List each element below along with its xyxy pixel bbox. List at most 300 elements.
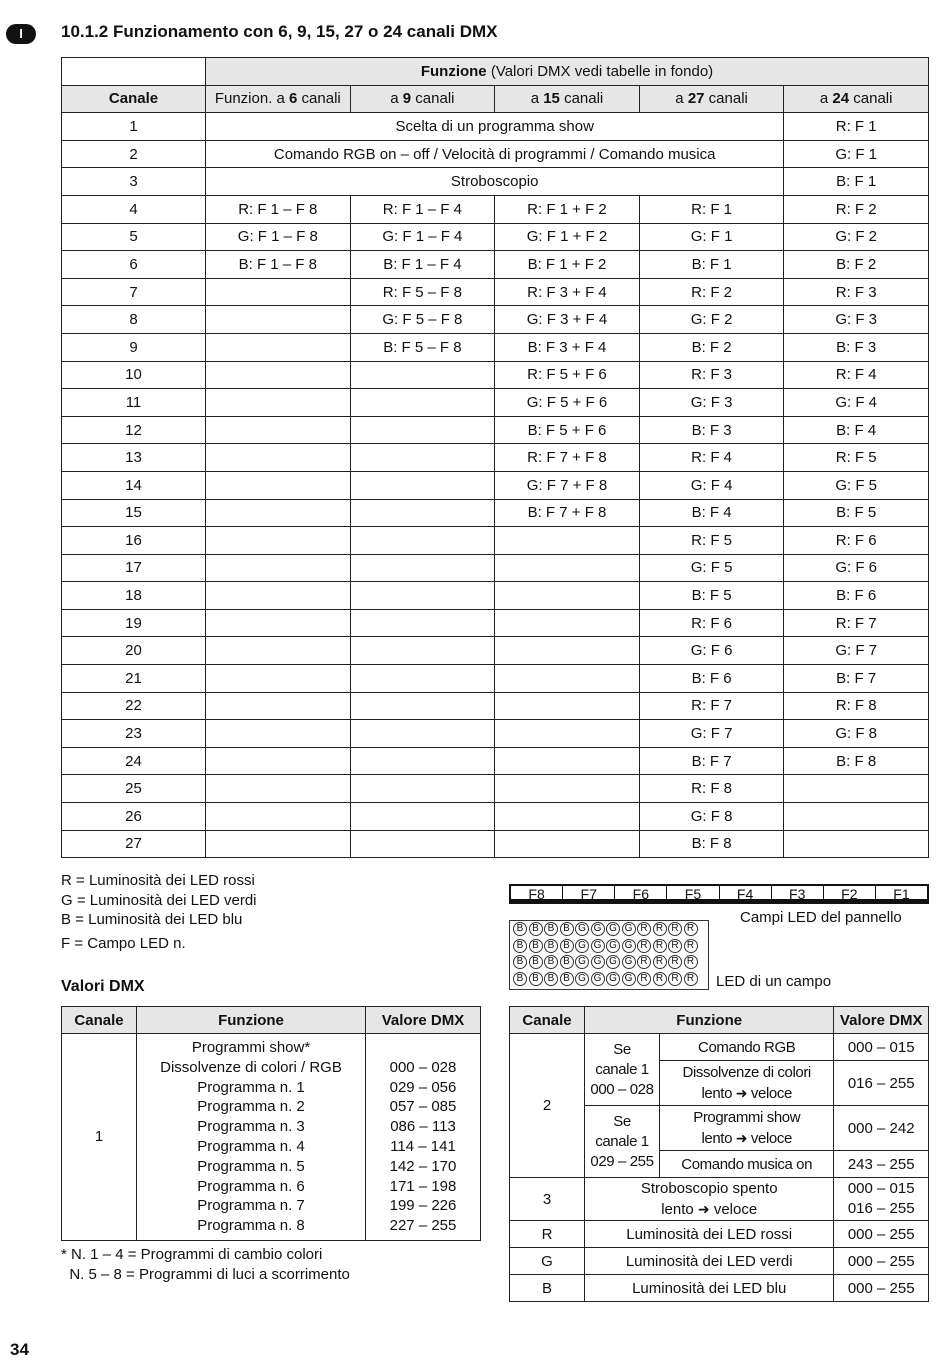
led-circle: R bbox=[684, 939, 698, 953]
channel-cell: 11 bbox=[62, 389, 206, 417]
function-item: Programma n. 6 bbox=[197, 1177, 305, 1195]
header-blank bbox=[62, 58, 206, 86]
value-item: 199 – 226 bbox=[389, 1197, 457, 1215]
channel-cell: 4 bbox=[62, 195, 206, 223]
channel-cell: G bbox=[510, 1248, 585, 1275]
field-label: F1 bbox=[893, 886, 910, 902]
table-row bbox=[62, 692, 929, 720]
channel-cell: 16 bbox=[62, 527, 206, 555]
function-cell bbox=[206, 609, 351, 637]
led-circle: B bbox=[513, 955, 527, 969]
value-cell: 016 – 255 bbox=[834, 1061, 929, 1106]
function-cell bbox=[784, 775, 929, 803]
function-cell: G: F 3 bbox=[639, 389, 784, 417]
function-cell: G: F 1 + F 2 bbox=[495, 223, 640, 251]
function-cell: B: F 6 bbox=[639, 665, 784, 693]
table-row bbox=[62, 306, 929, 334]
function-cell: B: F 5 + F 6 bbox=[495, 416, 640, 444]
channel-cell: 24 bbox=[62, 747, 206, 775]
table-row bbox=[62, 333, 929, 361]
function-cell: G: F 1 – F 4 bbox=[350, 223, 495, 251]
function-cell: Comando musica on bbox=[660, 1151, 834, 1178]
led-circle: G bbox=[575, 955, 589, 969]
function-item: Programma n. 8 bbox=[197, 1217, 305, 1235]
function-cell: R: F 8 bbox=[639, 775, 784, 803]
channel-cell: 3 bbox=[62, 168, 206, 196]
arrow-right-icon: ➜ bbox=[697, 1200, 710, 1217]
table-row bbox=[62, 1034, 481, 1241]
function-cell bbox=[350, 830, 495, 858]
table-row bbox=[62, 168, 929, 196]
value-cell: 000 – 255 bbox=[834, 1275, 929, 1302]
channel-cell: 2 bbox=[62, 140, 206, 168]
led-circle: G bbox=[575, 972, 589, 986]
function-cell: Stroboscopio spento lento ➜ veloce bbox=[585, 1178, 834, 1221]
legend-item: G = Luminosità dei LED verdi bbox=[61, 891, 257, 909]
table-row bbox=[62, 775, 929, 803]
led-circle: G bbox=[591, 972, 605, 986]
function-cell: B: F 8 bbox=[784, 747, 929, 775]
led-circle: R bbox=[684, 955, 698, 969]
channel-cell: 1 bbox=[62, 1034, 137, 1241]
function-cell bbox=[495, 554, 640, 582]
led-circle: G bbox=[606, 955, 620, 969]
function-cell bbox=[206, 665, 351, 693]
led-circle: B bbox=[529, 955, 543, 969]
funzione-header: Funzione bbox=[137, 1007, 366, 1034]
table-header-row bbox=[510, 1007, 929, 1034]
function-cell: G: F 7 bbox=[639, 720, 784, 748]
valore-header: Valore DMX bbox=[834, 1007, 929, 1034]
led-circle: B bbox=[513, 922, 527, 936]
function-cell bbox=[495, 775, 640, 803]
channel-cell: 9 bbox=[62, 333, 206, 361]
function-cell bbox=[350, 416, 495, 444]
function-cell: Luminosità dei LED rossi bbox=[585, 1221, 834, 1248]
function-cell: R: F 2 bbox=[784, 195, 929, 223]
function-cell bbox=[206, 775, 351, 803]
channel-cell: 3 bbox=[510, 1178, 585, 1221]
value-cell: 000 – 255 bbox=[834, 1221, 929, 1248]
function-cell bbox=[784, 830, 929, 858]
function-cell bbox=[206, 416, 351, 444]
led-circle: R bbox=[668, 939, 682, 953]
function-cell: B: F 1 – F 8 bbox=[206, 251, 351, 279]
function-cell: B: F 4 bbox=[784, 416, 929, 444]
channel-cell: 13 bbox=[62, 444, 206, 472]
field-caption: LED di un campo bbox=[716, 973, 832, 990]
channel-cell: 22 bbox=[62, 692, 206, 720]
funzione-header: Funzione bbox=[585, 1007, 834, 1034]
led-circle: R bbox=[637, 972, 651, 986]
led-circle: G bbox=[575, 939, 589, 953]
function-cell: R: F 5 bbox=[639, 527, 784, 555]
function-cell bbox=[495, 665, 640, 693]
channel-cell: 17 bbox=[62, 554, 206, 582]
led-circle: B bbox=[560, 922, 574, 936]
led-row bbox=[510, 921, 708, 938]
table-row bbox=[62, 609, 929, 637]
function-cell bbox=[206, 499, 351, 527]
value-item: 171 – 198 bbox=[389, 1177, 457, 1195]
function-cell bbox=[206, 747, 351, 775]
channel-cell: 26 bbox=[62, 803, 206, 831]
canale-header: Canale bbox=[510, 1007, 585, 1034]
led-circle: B bbox=[544, 972, 558, 986]
table-row bbox=[62, 499, 929, 527]
arrow-right-icon: ➜ bbox=[735, 1084, 748, 1101]
condition-cell: Se canale 1 000 – 028 bbox=[585, 1034, 660, 1106]
function-cell: G: F 6 bbox=[639, 637, 784, 665]
channel-cell: 7 bbox=[62, 278, 206, 306]
function-cell: B: F 3 bbox=[639, 416, 784, 444]
led-row bbox=[510, 954, 708, 971]
led-circle: B bbox=[529, 922, 543, 936]
function-cell: R: F 8 bbox=[784, 692, 929, 720]
led-circle: G bbox=[606, 939, 620, 953]
function-cell bbox=[350, 720, 495, 748]
value-cell: 000 – 242 bbox=[834, 1106, 929, 1151]
function-list bbox=[137, 1034, 366, 1241]
value-cell: 000 – 015 016 – 255 bbox=[834, 1178, 929, 1221]
function-cell bbox=[350, 471, 495, 499]
dmx-values-table-channel-1 bbox=[61, 1006, 481, 1241]
function-cell: G: F 1 bbox=[784, 140, 929, 168]
function-cell: G: F 7 + F 8 bbox=[495, 471, 640, 499]
function-cell: R: F 7 bbox=[784, 609, 929, 637]
led-row bbox=[510, 938, 708, 955]
function-cell: R: F 1 bbox=[639, 195, 784, 223]
function-cell bbox=[206, 720, 351, 748]
function-cell bbox=[350, 803, 495, 831]
function-cell bbox=[350, 582, 495, 610]
table-row bbox=[62, 720, 929, 748]
table-row bbox=[510, 1248, 929, 1275]
channel-cell: 6 bbox=[62, 251, 206, 279]
function-cell: B: F 2 bbox=[639, 333, 784, 361]
panel-caption: Campi LED del pannello bbox=[740, 909, 902, 926]
function-cell: B: F 3 + F 4 bbox=[495, 333, 640, 361]
dmx-values-title: Valori DMX bbox=[61, 978, 145, 995]
led-circle: G bbox=[575, 922, 589, 936]
condition-cell: Se canale 1 029 – 255 bbox=[585, 1106, 660, 1178]
led-circle: B bbox=[544, 955, 558, 969]
function-cell: R: F 1 + F 2 bbox=[495, 195, 640, 223]
table-row bbox=[62, 195, 929, 223]
table-row bbox=[62, 444, 929, 472]
function-cell: G: F 6 bbox=[784, 554, 929, 582]
channel-cell: 15 bbox=[62, 499, 206, 527]
channel-cell: 20 bbox=[62, 637, 206, 665]
function-cell: G: F 1 – F 8 bbox=[206, 223, 351, 251]
led-circle: G bbox=[622, 955, 636, 969]
led-circle: B bbox=[560, 972, 574, 986]
led-circle: G bbox=[622, 972, 636, 986]
function-cell: B: F 1 bbox=[784, 168, 929, 196]
function-item: Programma n. 5 bbox=[197, 1157, 305, 1175]
canale-header: Canale bbox=[62, 1007, 137, 1034]
function-cell: G: F 7 bbox=[784, 637, 929, 665]
channel-cell: B bbox=[510, 1275, 585, 1302]
page-number: 34 bbox=[10, 1340, 29, 1359]
function-cell bbox=[206, 803, 351, 831]
channel-cell: R bbox=[510, 1221, 585, 1248]
function-cell bbox=[350, 554, 495, 582]
function-item: Programma n. 1 bbox=[197, 1078, 305, 1096]
function-cell: G: F 8 bbox=[784, 720, 929, 748]
led-circle: R bbox=[684, 972, 698, 986]
function-cell bbox=[206, 830, 351, 858]
led-circle: R bbox=[684, 922, 698, 936]
function-cell: B: F 3 bbox=[784, 333, 929, 361]
value-item bbox=[366, 1038, 480, 1058]
led-circle: R bbox=[653, 939, 667, 953]
function-cell bbox=[495, 609, 640, 637]
function-item: Programma n. 2 bbox=[197, 1098, 305, 1116]
table-row bbox=[62, 803, 929, 831]
function-cell: Comando RGB bbox=[660, 1034, 834, 1061]
field-label: F5 bbox=[667, 886, 719, 899]
dmx-channel-table bbox=[61, 57, 929, 858]
led-circle: R bbox=[637, 939, 651, 953]
function-cell: R: F 5 + F 6 bbox=[495, 361, 640, 389]
field-label: F8 bbox=[511, 886, 563, 899]
legend-item: R = Luminosità dei LED rossi bbox=[61, 872, 255, 889]
legend-item: F = Campo LED n. bbox=[61, 934, 186, 952]
channel-cell: 25 bbox=[62, 775, 206, 803]
function-cell: G: F 2 bbox=[639, 306, 784, 334]
table-row bbox=[62, 389, 929, 417]
function-cell: R: F 1 bbox=[784, 113, 929, 141]
led-circle: R bbox=[668, 972, 682, 986]
channel-cell: 18 bbox=[62, 582, 206, 610]
mode-header-6: Funzion. a 6 canali bbox=[206, 85, 351, 113]
function-cell: R: F 3 + F 4 bbox=[495, 278, 640, 306]
function-cell bbox=[206, 444, 351, 472]
led-circle: R bbox=[637, 955, 651, 969]
led-circle: B bbox=[529, 972, 543, 986]
function-cell bbox=[495, 527, 640, 555]
mode-header-24: a 24 canali bbox=[784, 85, 929, 113]
function-cell bbox=[784, 803, 929, 831]
table-row bbox=[62, 416, 929, 444]
led-circle: G bbox=[591, 939, 605, 953]
channel-cell: 14 bbox=[62, 471, 206, 499]
channel-cell: 10 bbox=[62, 361, 206, 389]
table-row bbox=[510, 1221, 929, 1248]
function-cell: G: F 5 – F 8 bbox=[350, 306, 495, 334]
channel-cell: 21 bbox=[62, 665, 206, 693]
led-circle: R bbox=[653, 972, 667, 986]
function-cell: R: F 1 – F 8 bbox=[206, 195, 351, 223]
function-cell bbox=[350, 692, 495, 720]
function-cell: Luminosità dei LED blu bbox=[585, 1275, 834, 1302]
value-item: 227 – 255 bbox=[389, 1217, 457, 1235]
table-row bbox=[62, 554, 929, 582]
value-item: 142 – 170 bbox=[389, 1157, 457, 1175]
led-circle: B bbox=[544, 939, 558, 953]
span-function-cell: Stroboscopio bbox=[206, 168, 784, 196]
arrow-right-icon: ➜ bbox=[735, 1129, 748, 1146]
function-cell: B: F 6 bbox=[784, 582, 929, 610]
led-circle: G bbox=[591, 922, 605, 936]
led-circle: G bbox=[622, 939, 636, 953]
led-circle: B bbox=[513, 972, 527, 986]
function-cell bbox=[206, 527, 351, 555]
function-cell: G: F 5 bbox=[784, 471, 929, 499]
field-label: F3 bbox=[772, 886, 824, 899]
led-circle: G bbox=[606, 972, 620, 986]
language-badge: I bbox=[6, 24, 36, 44]
mode-header-27: a 27 canali bbox=[639, 85, 784, 113]
function-cell: G: F 8 bbox=[639, 803, 784, 831]
function-cell bbox=[206, 333, 351, 361]
span-function-cell: Comando RGB on – off / Velocità di programmi / Comando musica bbox=[206, 140, 784, 168]
footnote-line: N. 5 – 8 = Programmi di luci a scorrimento bbox=[61, 1266, 350, 1283]
function-cell: R: F 2 bbox=[639, 278, 784, 306]
value-cell: 243 – 255 bbox=[834, 1151, 929, 1178]
function-cell: G: F 3 bbox=[784, 306, 929, 334]
function-item: Programma n. 7 bbox=[197, 1197, 305, 1215]
function-cell: B: F 5 – F 8 bbox=[350, 333, 495, 361]
channel-cell: 1 bbox=[62, 113, 206, 141]
led-circle: G bbox=[622, 922, 636, 936]
function-cell bbox=[206, 471, 351, 499]
function-cell: Dissolvenze di colori lento ➜ veloce bbox=[660, 1061, 834, 1106]
function-cell bbox=[206, 637, 351, 665]
function-cell: B: F 5 bbox=[784, 499, 929, 527]
function-cell bbox=[206, 554, 351, 582]
table-header-row bbox=[62, 1007, 481, 1034]
table-row bbox=[62, 527, 929, 555]
function-cell: G: F 5 bbox=[639, 554, 784, 582]
function-cell bbox=[350, 499, 495, 527]
function-cell: B: F 8 bbox=[639, 830, 784, 858]
function-cell: B: F 7 bbox=[639, 747, 784, 775]
function-cell: Programmi show lento ➜ veloce bbox=[660, 1106, 834, 1151]
footnote-line: * N. 1 – 4 = Programmi di cambio colori bbox=[61, 1246, 323, 1263]
value-item: 057 – 085 bbox=[389, 1098, 457, 1116]
function-cell: R: F 3 bbox=[639, 361, 784, 389]
channel-cell: 27 bbox=[62, 830, 206, 858]
function-cell bbox=[350, 361, 495, 389]
table-row bbox=[62, 140, 929, 168]
canale-header: Canale bbox=[62, 85, 206, 113]
function-cell bbox=[495, 720, 640, 748]
table-row bbox=[62, 830, 929, 858]
funzione-header: Funzione (Valori DMX vedi tabelle in fondo) bbox=[206, 58, 929, 86]
function-cell bbox=[350, 609, 495, 637]
value-list bbox=[366, 1034, 481, 1241]
function-cell: R: F 4 bbox=[784, 361, 929, 389]
function-cell bbox=[206, 278, 351, 306]
function-cell: G: F 2 bbox=[784, 223, 929, 251]
led-circle: B bbox=[560, 939, 574, 953]
function-cell bbox=[350, 389, 495, 417]
function-item: Programma n. 3 bbox=[197, 1118, 305, 1136]
led-circle: B bbox=[513, 939, 527, 953]
function-cell: R: F 7 bbox=[639, 692, 784, 720]
table-row bbox=[62, 471, 929, 499]
function-cell: R: F 6 bbox=[639, 609, 784, 637]
function-cell bbox=[350, 637, 495, 665]
channel-cell: 19 bbox=[62, 609, 206, 637]
table-row bbox=[62, 747, 929, 775]
field-label: F4 bbox=[720, 886, 772, 899]
dmx-values-table-channel-2 bbox=[509, 1006, 929, 1302]
led-circle: R bbox=[668, 922, 682, 936]
function-item: Programma n. 4 bbox=[197, 1137, 305, 1155]
channel-cell: 12 bbox=[62, 416, 206, 444]
value-item: 086 – 113 bbox=[390, 1118, 456, 1136]
led-circle: G bbox=[606, 922, 620, 936]
function-cell bbox=[350, 527, 495, 555]
function-cell: B: F 2 bbox=[784, 251, 929, 279]
table-row bbox=[510, 1034, 929, 1061]
function-cell: B: F 7 bbox=[784, 665, 929, 693]
led-circle: B bbox=[560, 955, 574, 969]
field-label: F2 bbox=[824, 886, 876, 899]
value-item: 029 – 056 bbox=[389, 1078, 457, 1096]
led-circle: R bbox=[637, 922, 651, 936]
led-circle: R bbox=[653, 922, 667, 936]
function-cell: G: F 5 + F 6 bbox=[495, 389, 640, 417]
function-cell: R: F 6 bbox=[784, 527, 929, 555]
function-cell bbox=[206, 582, 351, 610]
function-cell bbox=[495, 582, 640, 610]
function-cell: G: F 4 bbox=[639, 471, 784, 499]
span-function-cell: Scelta di un programma show bbox=[206, 113, 784, 141]
function-cell bbox=[350, 444, 495, 472]
led-row bbox=[510, 971, 708, 988]
function-cell: R: F 7 + F 8 bbox=[495, 444, 640, 472]
channel-cell: 2 bbox=[510, 1034, 585, 1178]
channel-cell: 5 bbox=[62, 223, 206, 251]
table-row bbox=[62, 278, 929, 306]
led-circle: R bbox=[653, 955, 667, 969]
function-item: Programmi show* bbox=[191, 1039, 311, 1056]
function-cell: R: F 5 bbox=[784, 444, 929, 472]
section-title: 10.1.2 Funzionamento con 6, 9, 15, 27 o 24 canali DMX bbox=[61, 22, 498, 41]
table-row bbox=[62, 251, 929, 279]
valore-header: Valore DMX bbox=[366, 1007, 481, 1034]
legend-item: B = Luminosità dei LED blu bbox=[61, 911, 243, 928]
function-cell bbox=[495, 637, 640, 665]
function-cell: R: F 4 bbox=[639, 444, 784, 472]
function-cell bbox=[206, 389, 351, 417]
function-cell bbox=[495, 803, 640, 831]
table-row bbox=[62, 223, 929, 251]
value-cell: 000 – 015 bbox=[834, 1034, 929, 1061]
function-cell bbox=[495, 747, 640, 775]
channel-cell: 8 bbox=[62, 306, 206, 334]
function-cell: B: F 4 bbox=[639, 499, 784, 527]
mode-header-15: a 15 canali bbox=[495, 85, 640, 113]
table-row bbox=[62, 361, 929, 389]
mode-header-9: a 9 canali bbox=[350, 85, 495, 113]
table-row bbox=[510, 1275, 929, 1302]
function-cell: G: F 4 bbox=[784, 389, 929, 417]
function-cell: B: F 5 bbox=[639, 582, 784, 610]
led-field-bar bbox=[509, 884, 929, 904]
value-item: 114 – 141 bbox=[390, 1137, 456, 1155]
function-cell: G: F 1 bbox=[639, 223, 784, 251]
function-cell bbox=[350, 775, 495, 803]
led-circle: B bbox=[544, 922, 558, 936]
table-row bbox=[62, 582, 929, 610]
function-item: Dissolvenze di colori / RGB bbox=[160, 1058, 342, 1076]
led-circle: G bbox=[591, 955, 605, 969]
